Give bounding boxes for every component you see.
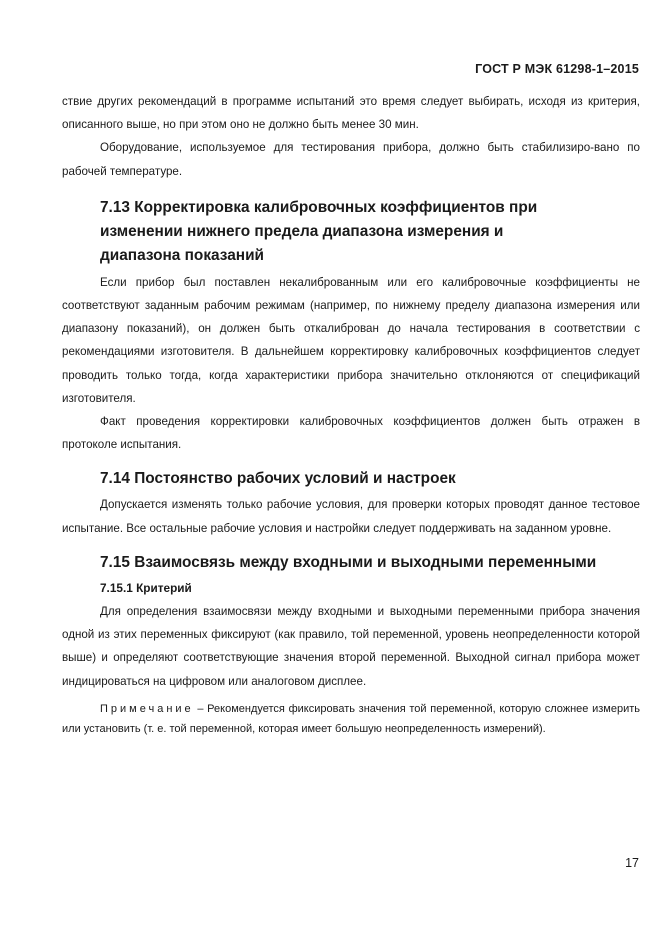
page-number: 17 — [625, 856, 639, 870]
section-7-13-heading: 7.13 Корректировка калибровочных коэффициентов при изменении нижнего предела диапазона измерения и диапазона показаний — [100, 198, 538, 264]
section-7-15-heading: 7.15 Взаимосвязь между входными и выходными переменными — [100, 553, 597, 571]
subsection-7-15-1-heading: 7.15.1 Критерий — [100, 580, 192, 595]
document-header — [475, 62, 639, 76]
paragraph-continuation: ствие других рекомендаций в программе испытаний это время следует выбирать, исходя из критерия, описанного выше, но при этом оно не должно быть менее 30 мин. — [62, 95, 640, 132]
document-body — [62, 90, 640, 739]
section-7-15-1-paragraph: Для определения взаимосвязи между входными и выходными переменными прибора значения одной из этих переменных фиксируют (как правило, той переменной, уровень неопределенности которой выше) и определяют соответствующие значения второй переменной. Выходной сигнал прибора может индицироваться на цифровом или аналоговом дисплее. — [62, 605, 640, 688]
note-label: Примечание — [100, 702, 194, 715]
section-7-13-paragraph-2: Факт проведения корректировки калибровочных коэффициентов должен быть отражен в протоколе испытания. — [62, 415, 640, 452]
note — [62, 699, 640, 739]
note-text: – Рекомендуется фиксировать значения той переменной, которую сложнее измерить или установить (т. е. той переменной, которая имеет большую неопределенность измерений). — [62, 702, 640, 735]
section-7-14-paragraph: Допускается изменять только рабочие условия, для проверки которых проводят данное тестовое испытание. Все остальные рабочие условия и настройки следует поддерживать на заданном уровне. — [62, 498, 640, 535]
document-number: ГОСТ Р МЭК 61298-1–2015 — [475, 62, 639, 76]
section-7-14-heading: 7.14 Постоянство рабочих условий и настроек — [100, 470, 456, 488]
paragraph-equipment: Оборудование, используемое для тестирования прибора, должно быть стабилизиро-вано по рабочей температуре. — [62, 141, 640, 178]
section-7-13-paragraph-1: Если прибор был поставлен некалиброванным или его калибровочные коэффициенты не соответствуют заданным рабочим режимам (например, по нижнему пределу диапазона измерения или диапазону показаний), он должен быть откалиброван до начала тестирования в соответствии с рекомендациями изготовителя. В дальнейшем корректировку калибровочных коэффициентов следует проводить только тогда, когда характеристики прибора значительно отклоняются от спецификаций изготовителя. — [62, 275, 640, 405]
